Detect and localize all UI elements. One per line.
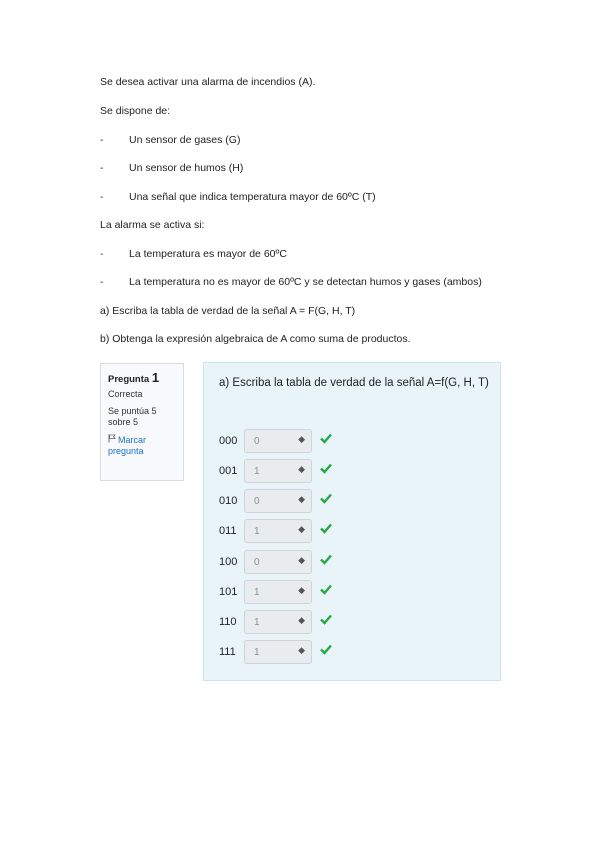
row-label: 001 xyxy=(219,465,238,477)
question-state: Correcta xyxy=(108,389,143,399)
check-icon xyxy=(319,582,333,596)
select-arrows-icon: ◆ xyxy=(298,555,305,565)
check-icon xyxy=(319,612,333,626)
flag-question-link[interactable] xyxy=(108,434,177,457)
flag-icon xyxy=(108,434,116,446)
dispone-text: Se dispone de: xyxy=(100,105,171,117)
task-b-text: b) Obtenga la expresión algebraica de A como suma de productos. xyxy=(100,333,411,345)
row-label: 010 xyxy=(219,495,238,507)
select-value: 1 xyxy=(254,647,260,658)
answer-select[interactable] xyxy=(244,459,312,483)
answer-select[interactable] xyxy=(244,640,312,664)
select-value: 0 xyxy=(254,557,260,568)
select-value: 1 xyxy=(254,526,260,537)
row-label: 000 xyxy=(219,435,238,447)
select-value: 0 xyxy=(254,496,260,507)
check-icon xyxy=(319,521,333,535)
check-icon xyxy=(319,461,333,475)
list-item-text: Un sensor de gases (G) xyxy=(129,134,241,146)
row-label: 011 xyxy=(219,525,237,537)
list-item-text: Un sensor de humos (H) xyxy=(129,162,244,174)
question-info xyxy=(100,363,184,481)
answer-select[interactable] xyxy=(244,550,312,574)
question-label: Pregunta xyxy=(108,374,150,385)
answer-select[interactable] xyxy=(244,519,312,543)
row-label: 111 xyxy=(219,646,236,658)
list-item-text: Una señal que indica temperatura mayor de 60ºC (T) xyxy=(129,191,376,203)
select-value: 1 xyxy=(254,587,260,598)
row-label: 110 xyxy=(219,616,237,628)
intro-text: Se desea activar una alarma de incendios (A). xyxy=(100,76,316,88)
question-grade: Se puntúa 5 sobre 5 xyxy=(108,406,157,427)
check-icon xyxy=(319,642,333,656)
select-arrows-icon: ◆ xyxy=(298,524,305,534)
select-value: 1 xyxy=(254,466,260,477)
answer-select[interactable] xyxy=(244,580,312,604)
select-arrows-icon: ◆ xyxy=(298,464,305,474)
question-number: 1 xyxy=(151,370,160,385)
list-item-text: La temperatura no es mayor de 60ºC y se detectan humos y gases (ambos) xyxy=(129,276,482,288)
task-a-text: a) Escriba la tabla de verdad de la señal A = F(G, H, T) xyxy=(100,305,356,317)
row-label: 100 xyxy=(219,556,238,568)
answer-select[interactable] xyxy=(244,489,312,513)
select-arrows-icon: ◆ xyxy=(298,645,305,655)
answer-select[interactable] xyxy=(244,429,312,453)
list-item-text: La temperatura es mayor de 60ºC xyxy=(129,248,287,260)
select-arrows-icon: ◆ xyxy=(298,585,305,595)
question-text: a) Escriba la tabla de verdad de la señal A=f(G, H, T) xyxy=(219,377,489,389)
select-arrows-icon: ◆ xyxy=(298,494,305,504)
question-content xyxy=(203,362,501,681)
question-title xyxy=(108,370,177,385)
flag-question-label: Marcar pregunta xyxy=(108,435,147,456)
select-arrows-icon: ◆ xyxy=(298,434,305,444)
select-value: 0 xyxy=(254,436,260,447)
row-label: 101 xyxy=(219,586,238,598)
select-value: 1 xyxy=(254,617,260,628)
check-icon xyxy=(319,491,333,505)
select-arrows-icon: ◆ xyxy=(298,615,305,625)
check-icon xyxy=(319,552,333,566)
answer-select[interactable] xyxy=(244,610,312,634)
check-icon xyxy=(319,431,333,445)
condition-title: La alarma se activa si: xyxy=(100,219,205,231)
